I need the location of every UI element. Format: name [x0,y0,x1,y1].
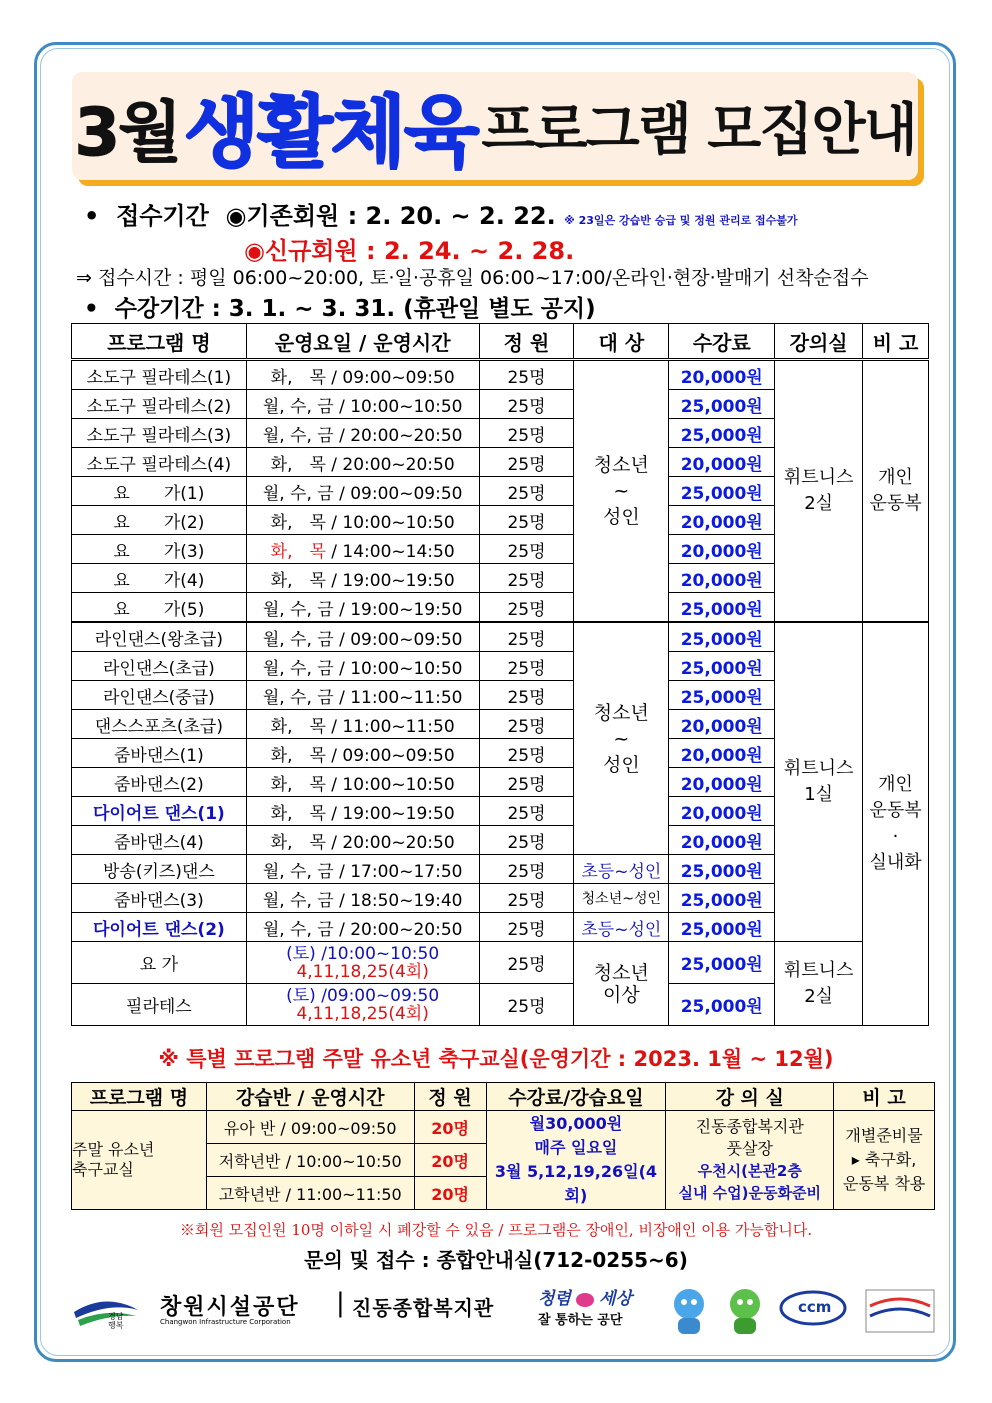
slogan-bottom: 잘 통하는 공단 [538,1313,623,1328]
program-capacity: 25명 [479,535,574,564]
schedule-days: 화, 목 [270,541,326,562]
program-fee: 20,000원 [669,535,775,564]
sub-note: 개별준비물 ▸ 축구화, 운동복 착용 [834,1111,935,1210]
program-fee: 25,000원 [669,390,775,419]
bullet: • [84,202,100,230]
header-room: 강의실 [775,324,863,360]
heart-icon [576,1293,594,1307]
program-schedule: 화, 목 / 09:00~09:50 [246,360,479,390]
program-capacity: 25명 [479,855,574,884]
program-schedule: 화, 목 / 19:00~19:50 [246,797,479,826]
gyeongnam-logo [70,1290,142,1336]
header-program: 프로그램 명 [72,324,247,360]
program-capacity: 25명 [479,681,574,710]
program-schedule: 월, 수, 금 / 09:00~09:50 [246,477,479,506]
sub-room: 진동종합복지관 [695,1117,804,1136]
title-month: 3월 [74,93,180,171]
program-capacity: 25명 [479,360,574,390]
program-capacity: 25명 [479,710,574,739]
sub-fee: 월30,000원 [529,1114,623,1133]
program-name: 요 가(4) [72,564,247,593]
program-name: 라인댄스(초급) [72,652,247,681]
program-name: 요 가(2) [72,506,247,535]
program-name: 소도구 필라테스(1) [72,360,247,390]
sub-room-place: 풋살장 [726,1139,773,1158]
program-capacity: 25명 [479,942,574,984]
program-fee: 25,000원 [669,419,775,448]
program-schedule: 월, 수, 금 / 18:50~19:40 [246,884,479,913]
program-schedule: 화, 목 / 11:00~11:50 [246,710,479,739]
sub-header-note: 비 고 [834,1083,935,1111]
program-fee: 25,000원 [669,942,775,984]
title-highlight: 생활체육 [184,88,478,178]
reception-label: 접수기간 [116,202,209,230]
sub-class-capacity: 20명 [414,1177,486,1210]
program-fee: 20,000원 [669,564,775,593]
sub-class-time: 저학년반 / 10:00~10:50 [206,1144,414,1177]
sub-header-class: 강습반 / 운영시간 [206,1083,414,1111]
program-capacity: 25명 [479,768,574,797]
program-name: 줌바댄스(2) [72,768,247,797]
contact-info: 문의 및 접수 : 종합안내실(712-0255~6) [304,1248,688,1272]
program-schedule [246,535,479,564]
course-line [84,290,596,323]
header-fee: 수강료 [669,324,775,360]
schedule-time: / 14:00~14:50 [325,541,455,562]
program-capacity: 25명 [479,622,574,652]
program-target: 청소년 이상 [574,942,669,1026]
time-prefix: ⇒ 접수시간 : [76,267,190,289]
program-fee: 25,000원 [669,477,775,506]
program-schedule: 월, 수, 금 / 11:00~11:50 [246,681,479,710]
program-fee: 20,000원 [669,448,775,477]
program-schedule: 화, 목 / 20:00~20:50 [246,826,479,855]
program-schedule [246,984,479,1026]
program-schedule: 화, 목 / 20:00~20:50 [246,448,479,477]
program-capacity: 25명 [479,826,574,855]
program-capacity: 25명 [479,593,574,623]
program-fee: 25,000원 [669,593,775,623]
ccm-logo [778,1290,848,1336]
separator: | [336,1288,345,1318]
sub-fee-cell [486,1111,666,1210]
program-name: 라인댄스(왕초급) [72,622,247,652]
footer-logos [70,1284,936,1340]
program-fee: 20,000원 [669,768,775,797]
program-schedule: 화, 목 / 10:00~10:50 [246,506,479,535]
header-schedule: 운영요일 / 운영시간 [246,324,479,360]
sub-header-fee: 수강료/강습요일 [486,1083,666,1111]
program-room: 휘트니스 1실 [775,622,863,942]
program-room: 휘트니스 2실 [775,360,863,623]
mascot-blue-icon [668,1286,710,1340]
program-name: 다이어트 댄스(2) [72,913,247,942]
center-name: 진동종합복지관 [352,1296,495,1320]
sub-room-rain2: 실내 수업)운동화준비 [678,1184,821,1202]
program-schedule: 화, 목 / 09:00~09:50 [246,739,479,768]
program-name: 요 가(3) [72,535,247,564]
sub-dates: 3월 5,12,19,26일(4회) [494,1162,658,1205]
existing-note: ※ 23일은 강습반 승급 및 정원 관리로 접수불가 [564,214,798,227]
program-capacity: 25명 [479,477,574,506]
program-name: 다이어트 댄스(1) [72,797,247,826]
program-schedule: 월, 수, 금 / 20:00~20:50 [246,419,479,448]
reception-time [76,263,869,290]
program-capacity: 25명 [479,448,574,477]
time-value: 평일 06:00~20:00, 토·일·공휴일 06:00~17:00/온라인·현장·발매기 선착순접수 [189,267,869,289]
sub-class-time: 유아 반 / 09:00~09:50 [206,1111,414,1144]
sub-day: 매주 일요일 [534,1138,618,1157]
slogan-top2: 세상 [599,1289,632,1309]
corp-name: 창원시설공단 [160,1295,300,1320]
program-name: 소도구 필라테스(2) [72,390,247,419]
program-schedule: 월, 수, 금 / 19:00~19:50 [246,593,479,623]
program-fee: 20,000원 [669,739,775,768]
program-target: 청소년 ~ 성인 [574,360,669,623]
slogan-logo [538,1284,638,1334]
program-capacity: 25명 [479,419,574,448]
program-schedule: 월, 수, 금 / 20:00~20:50 [246,913,479,942]
sub-room-rain: 우천시(본관2층 [697,1162,802,1180]
program-schedule: 화, 목 / 19:00~19:50 [246,564,479,593]
program-room: 휘트니스 2실 [775,942,863,1026]
schedule-dates: 4,11,18,25(4회) [296,961,429,982]
program-note: 개인 운동복 [863,360,929,623]
corp-name-en: Changwon Infrastructure Corporation [160,1318,291,1326]
sub-class-time: 고학년반 / 11:00~11:50 [206,1177,414,1210]
sub-room-cell [666,1111,834,1210]
program-name: 줌바댄스(4) [72,826,247,855]
program-fee: 25,000원 [669,652,775,681]
program-target: 초등~성인 [574,855,669,884]
program-table [71,323,929,1026]
special-table [71,1082,935,1210]
program-name: 소도구 필라테스(3) [72,419,247,448]
program-name: 줌바댄스(1) [72,739,247,768]
reception-line [84,196,798,231]
program-name: 소도구 필라테스(4) [72,448,247,477]
certification-icon [864,1288,936,1338]
program-schedule: 월, 수, 금 / 10:00~10:50 [246,652,479,681]
footnote: ※회원 모집인원 10명 이하일 시 폐강할 수 있음 / 프로그램은 장애인, 비장애인 이용 가능합니다. [179,1221,813,1239]
program-capacity: 25명 [479,390,574,419]
course-period: 수강기간 : 3. 1. ~ 3. 31. (휴관일 별도 공지) [114,296,596,322]
table-row [72,360,929,390]
program-capacity: 25명 [479,739,574,768]
program-target: 초등~성인 [574,913,669,942]
small-logo-text: 경남 행복 [108,1312,124,1330]
title-rest: 프로그램 모집안내 [481,98,916,163]
swoosh-icon [70,1290,142,1336]
program-fee: 25,000원 [669,855,775,884]
program-fee: 20,000원 [669,360,775,390]
schedule-dates: 4,11,18,25(4회) [296,1003,429,1024]
program-target: 청소년~성인 [574,884,669,913]
sub-class-capacity: 20명 [414,1144,486,1177]
program-name: 요 가(5) [72,593,247,623]
program-name: 줌바댄스(3) [72,884,247,913]
program-name: 요 가 [72,942,247,984]
program-capacity: 25명 [479,652,574,681]
program-fee: 20,000원 [669,797,775,826]
program-fee: 20,000원 [669,710,775,739]
title-banner [72,72,918,180]
program-capacity: 25명 [479,797,574,826]
program-name: 댄스스포츠(초급) [72,710,247,739]
program-schedule: 월, 수, 금 / 09:00~09:50 [246,622,479,652]
header-target: 대 상 [574,324,669,360]
sub-class-capacity: 20명 [414,1111,486,1144]
program-schedule: 화, 목 / 10:00~10:50 [246,768,479,797]
program-name: 요 가(1) [72,477,247,506]
program-fee: 20,000원 [669,826,775,855]
program-fee: 20,000원 [669,506,775,535]
sub-header-program: 프로그램 명 [72,1083,207,1111]
header-capacity: 정 원 [479,324,574,360]
program-capacity: 25명 [479,984,574,1026]
bullet: • [84,296,99,322]
program-schedule: 월, 수, 금 / 10:00~10:50 [246,390,479,419]
special-program-title: ※ 특별 프로그램 주말 유소년 축구교실(운영기간 : 2023. 1월 ~ 12월) [158,1047,834,1071]
existing-period: ◉기존회원 : 2. 20. ~ 2. 22. [225,202,556,230]
schedule-time: (토) /10:00~10:50 [286,943,440,964]
program-note: 개인 운동복 · 실내화 [863,622,929,1026]
header-note: 비 고 [863,324,929,360]
new-member-period: ◉신규회원 : 2. 24. ~ 2. 28. [244,237,575,265]
program-target: 청소년 ~ 성인 [574,622,669,855]
program-fee: 25,000원 [669,913,775,942]
ccm-text: ccm [798,1298,832,1316]
program-schedule: 월, 수, 금 / 17:00~17:50 [246,855,479,884]
program-fee: 25,000원 [669,984,775,1026]
sub-header-capacity: 정 원 [414,1083,486,1111]
schedule-time: (토) /09:00~09:50 [286,985,440,1006]
table-row [72,942,929,984]
sub-program-name: 주말 유소년 축구교실 [72,1111,207,1210]
program-capacity: 25명 [479,913,574,942]
program-name: 방송(키즈)댄스 [72,855,247,884]
program-fee: 25,000원 [669,622,775,652]
slogan-top: 청렴 [538,1289,571,1309]
page-title [72,72,918,180]
mascot-green-icon [724,1286,766,1340]
program-capacity: 25명 [479,884,574,913]
program-name: 라인댄스(중급) [72,681,247,710]
program-fee: 25,000원 [669,884,775,913]
program-schedule [246,942,479,984]
program-capacity: 25명 [479,564,574,593]
program-name: 필라테스 [72,984,247,1026]
table-row [72,622,929,652]
program-capacity: 25명 [479,506,574,535]
sub-header-room: 강 의 실 [666,1083,834,1111]
program-fee: 25,000원 [669,681,775,710]
